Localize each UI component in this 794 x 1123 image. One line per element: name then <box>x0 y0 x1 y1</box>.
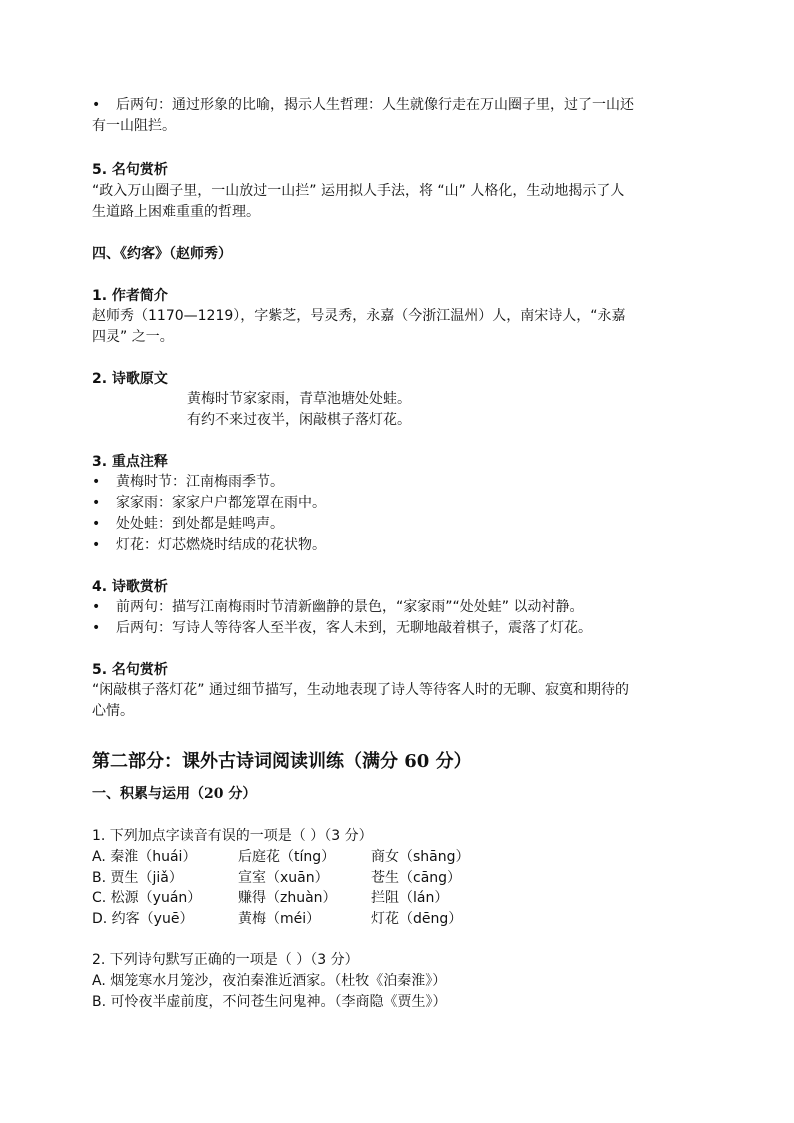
bullet: • <box>92 495 101 511</box>
bullet: • <box>92 537 101 553</box>
notes-heading: 3. 重点注释 <box>92 454 168 470</box>
bullet: • <box>92 474 101 490</box>
analysis-continuation: 有一山阻拦。 <box>92 118 176 134</box>
bullet: • <box>92 516 101 532</box>
author-text: 赵师秀（1170—1219），字紫芝，号灵秀，永嘉（今浙江温州）人，南宋诗人，“永嘉 <box>92 308 626 324</box>
appreciation-item: • 前两句：描写江南梅雨时节清新幽静的景色，“家家雨”“处处蛙” 以动衬静。 <box>92 599 584 615</box>
question-2-option-b: B. 可怜夜半虚前度，不问苍生问鬼神。（李商隐《贾生》） <box>92 994 447 1010</box>
famous-line-text: “闲敲棋子落灯花” 通过细节描写，生动地表现了诗人等待客人时的无聊、寂寞和期待的 <box>92 682 629 698</box>
section-heading: 四、《约客》（赵师秀） <box>92 246 232 262</box>
question-2-stem: 2. 下列诗句默写正确的一项是（ ）（3 分） <box>92 952 359 968</box>
question-1-option-b: B. 贾生（jiǎ） 宣室（xuān） 苍生（cāng） <box>92 870 462 886</box>
poem-line-2: 有约不来过夜半，闲敲棋子落灯花。 <box>187 412 411 428</box>
poem-heading: 2. 诗歌原文 <box>92 371 168 387</box>
part-title: 第二部分：课外古诗词阅读训练（满分 60 分） <box>92 751 472 772</box>
famous-line-heading: 5. 名句赏析 <box>92 662 168 678</box>
note-item: • 灯花：灯芯燃烧时结成的花状物。 <box>92 537 326 553</box>
appreciation-heading: 4. 诗歌赏析 <box>92 579 168 595</box>
question-2-option-a: A. 烟笼寒水月笼沙，夜泊秦淮近酒家。（杜牧《泊秦淮》） <box>92 973 447 989</box>
famous-line-heading: 5. 名句赏析 <box>92 162 168 178</box>
question-1-stem: 1. 下列加点字读音有误的一项是（ ）（3 分） <box>92 828 373 844</box>
sub-section-title: 一、积累与运用（20 分） <box>92 786 257 802</box>
question-1-option-d: D. 约客（yuē） 黄梅（méi） 灯花（dēng） <box>92 911 463 927</box>
poem-line-1: 黄梅时节家家雨，青草池塘处处蛙。 <box>187 391 411 407</box>
bullet: • <box>92 599 101 615</box>
famous-line-text-cont: 生道路上困难重重的哲理。 <box>92 204 260 220</box>
bullet: • <box>92 620 101 636</box>
analysis-bullet-2 <box>92 95 634 115</box>
author-heading: 1. 作者简介 <box>92 288 168 304</box>
note-item: • 家家雨：家家户户都笼罩在雨中。 <box>92 495 326 511</box>
famous-line-text-cont: 心情。 <box>92 703 134 719</box>
bullet: • <box>92 97 101 113</box>
analysis-text: 后两句：通过形象的比喻，揭示人生哲理：人生就像行走在万山圈子里，过了一山还 <box>116 97 634 113</box>
question-1-option-c: C. 松源（yuán） 赚得（zhuàn） 拦阻（lán） <box>92 890 449 906</box>
question-1-option-a: A. 秦淮（huái） 后庭花（tíng） 商女（shāng） <box>92 849 470 865</box>
famous-line-text: “政入万山圈子里，一山放过一山拦” 运用拟人手法，将 “山” 人格化，生动地揭示了人 <box>92 183 625 199</box>
note-item: • 处处蛙：到处都是蛙鸣声。 <box>92 516 284 532</box>
appreciation-item: • 后两句：写诗人等待客人至半夜，客人未到，无聊地敲着棋子，震落了灯花。 <box>92 620 592 636</box>
author-text-cont: 四灵” 之一。 <box>92 329 174 345</box>
note-item: • 黄梅时节：江南梅雨季节。 <box>92 474 284 490</box>
